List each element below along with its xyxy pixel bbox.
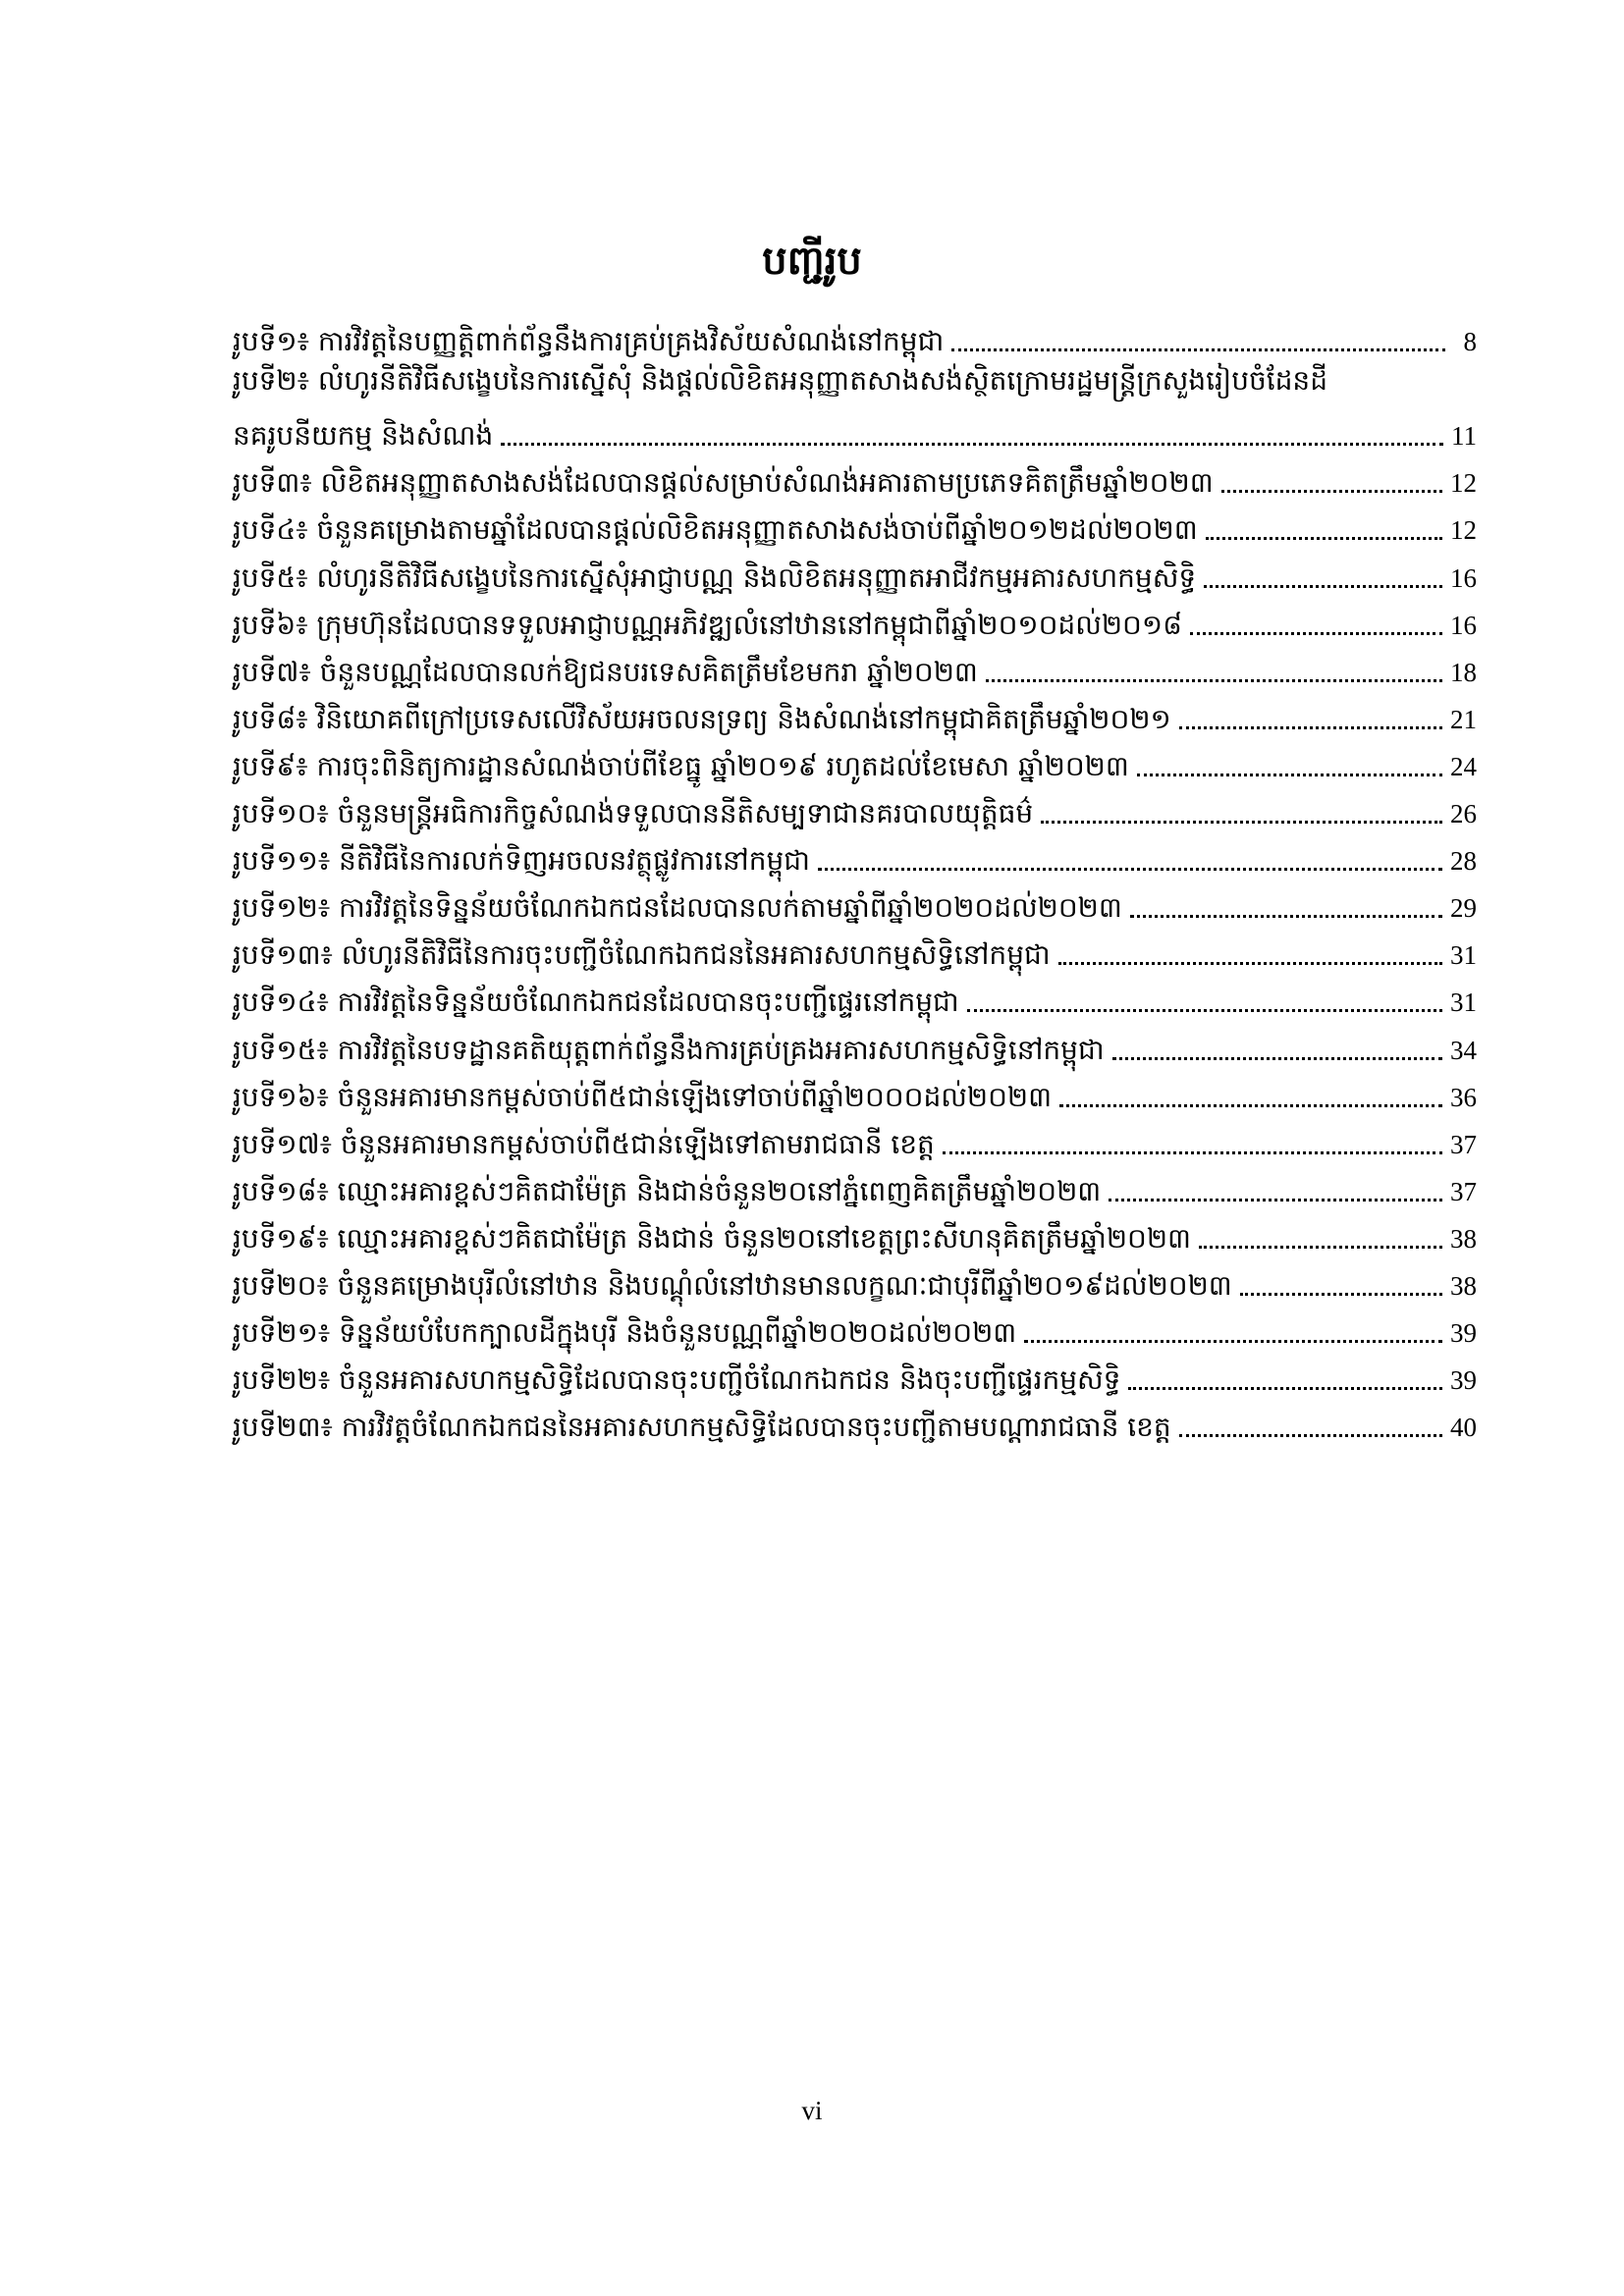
page-number: 26 <box>1450 799 1477 829</box>
figure-title: ចំនួនអគារសហកម្មសិទ្ធិដែលបានចុះបញ្ជីចំណែកឯកជន និងចុះបញ្ជីផ្ទេរកម្មសិទ្ធិ <box>339 1363 1121 1397</box>
figure-entry-text <box>233 935 1051 975</box>
page-number: 8 <box>1463 327 1477 357</box>
figure-label: រូបទី២៖ <box>233 364 309 398</box>
figure-title: ការចុះពិនិត្យការដ្ឋានសំណង់ចាប់ពីខែធ្នូ ឆ្នាំ២០១៩ រហូតដល់ខែមេសា ឆ្នាំ២០២៣ <box>316 749 1129 782</box>
figure-label: រូបទី៨៖ <box>233 702 308 735</box>
toc-entry[interactable] <box>233 1353 1477 1400</box>
figure-entry-text <box>233 747 1129 786</box>
toc-entry[interactable] <box>233 1400 1477 1447</box>
figure-entry-text <box>233 1361 1120 1400</box>
figure-entry-text <box>233 606 1182 645</box>
dot-leader <box>1179 1434 1442 1437</box>
toc-entry[interactable] <box>233 833 1477 881</box>
figure-label: រូបទី៥៖ <box>233 561 308 594</box>
page-number: 16 <box>1450 610 1477 640</box>
figure-label: រូបទី១៥៖ <box>233 1033 329 1066</box>
dot-leader <box>1199 1246 1442 1249</box>
figure-entry-text <box>233 1031 1105 1070</box>
dot-leader <box>1058 962 1442 965</box>
figure-title: ចំនួនអគារមានកម្ពស់ចាប់ពី៥ជាន់ឡើងទៅតាមរាជធានី ខេត្ត <box>340 1127 935 1160</box>
dot-leader <box>943 1151 1442 1154</box>
toc-entry[interactable] <box>233 881 1477 928</box>
page-number: 16 <box>1450 562 1477 593</box>
figure-label: រូបទី២៣៖ <box>233 1411 333 1444</box>
page-number: 36 <box>1450 1082 1477 1112</box>
figure-entry-text <box>233 510 1198 550</box>
figure-label: រូបទី១៨៖ <box>233 1174 329 1207</box>
dot-leader <box>1024 1340 1442 1343</box>
page-number: 29 <box>1450 893 1477 924</box>
dot-leader <box>501 443 1443 446</box>
toc-entry[interactable] <box>233 455 1477 503</box>
page-number: 28 <box>1450 846 1477 877</box>
dot-leader <box>818 868 1442 871</box>
toc-entry[interactable] <box>233 645 1477 692</box>
page-number: 40 <box>1450 1413 1477 1443</box>
figure-label: រូបទី២២៖ <box>233 1363 331 1397</box>
page-number-footer: vi <box>801 2096 823 2125</box>
figure-title: លំហូរនីតិវិធីនៃការចុះបញ្ជីចំណែកឯកជននៃអគារសហកម្មសិទ្ធិនៅកម្ពុជា <box>341 938 1051 972</box>
figure-label: រូបទី៣៖ <box>233 466 312 500</box>
toc-entry[interactable] <box>233 786 1477 833</box>
figure-entry-text <box>233 322 944 361</box>
toc-entry[interactable] <box>233 739 1477 786</box>
toc-entry[interactable] <box>233 314 1477 361</box>
figure-entry-text <box>233 1078 1052 1117</box>
dot-leader <box>1137 774 1442 776</box>
toc-entry[interactable] <box>233 1070 1477 1117</box>
toc-entry[interactable] <box>233 928 1477 975</box>
figure-entry-text <box>233 1172 1101 1211</box>
toc-entry[interactable] <box>233 550 1477 597</box>
page-number: 31 <box>1450 988 1477 1018</box>
figure-entry-text <box>233 559 1196 598</box>
figure-title: លំហូរនីតិវិធីសង្ខេបនៃការស្នើសុំ និងផ្តល់លិខិតអនុញ្ញាតសាងសង់ស្ថិតក្រោមរដ្ឋមន្ត្រីក្រសួងរៀបចំដែនដី <box>317 364 1327 398</box>
figure-entry-text <box>233 983 959 1022</box>
figure-title: វិនិយោគពីក្រៅប្រទេសលើវិស័យអចលនទ្រព្យ និងសំណង់នៅកម្ពុជាគិតត្រឹមឆ្នាំ២០២១ <box>316 702 1171 735</box>
figure-entry-text <box>233 1313 1016 1353</box>
figure-entry-text <box>233 1408 1171 1447</box>
figure-entry-text <box>233 653 978 692</box>
toc-entry[interactable] <box>233 1258 1477 1306</box>
dot-leader <box>1128 1387 1442 1390</box>
figure-title: ចំនួនគម្រោងតាមឆ្នាំដែលបានផ្តល់លិខិតអនុញ្ញាតសាងសង់ចាប់ពីឆ្នាំ២០១២ដល់២០២៣ <box>316 513 1198 547</box>
figure-entry-text <box>233 700 1171 739</box>
figure-title: ការវិវត្តនៃទិន្នន័យចំណែកឯកជនដែលបានចុះបញ្ជីផ្ទេរនៅកម្ពុជា <box>337 986 959 1019</box>
toc-entry[interactable] <box>233 975 1477 1022</box>
figure-label: រូបទី៤៖ <box>233 513 308 547</box>
figure-title: ឈ្មោះអគារខ្ពស់ៗគិតជាម៉ែត្រ និងជាន់ចំនួន២០នៅភ្នំពេញគិតត្រឹមឆ្នាំ២០២៣ <box>337 1174 1102 1207</box>
figure-title: ចំនួនអគារមានកម្ពស់ចាប់ពី៥ជាន់ឡើងទៅចាប់ពីឆ្នាំ២០០០ដល់២០២៣ <box>337 1080 1053 1113</box>
page-number: 12 <box>1450 515 1477 546</box>
dot-leader <box>986 679 1442 682</box>
dot-leader <box>1204 585 1442 588</box>
toc-entry[interactable] <box>233 1306 1477 1353</box>
dot-leader <box>1190 632 1442 635</box>
figure-label: រូបទី៩៖ <box>233 749 308 782</box>
figure-title: ការវិវត្តចំណែកឯកជននៃអគារសហកម្មសិទ្ធិដែលបានចុះបញ្ជីតាមបណ្តារាជធានី ខេត្ត <box>341 1411 1171 1444</box>
figure-title: ឈ្មោះអគារខ្ពស់ៗគិតជាម៉ែត្រ និងជាន់ ចំនួន២០នៅខេត្តព្រះសីហនុគិតត្រឹមឆ្នាំ២០២៣ <box>337 1221 1191 1255</box>
page-number: 38 <box>1450 1270 1477 1301</box>
list-of-figures <box>233 314 1477 1447</box>
toc-entry[interactable] <box>233 1117 1477 1164</box>
figure-entry-text <box>233 463 1214 503</box>
page-number: 37 <box>1450 1176 1477 1206</box>
page-number: 34 <box>1450 1035 1477 1065</box>
dot-leader <box>1240 1293 1442 1296</box>
page-title: បញ្ជីរូប <box>762 238 862 284</box>
figure-title: លំហូរនីតិវិធីសង្ខេបនៃការស្នើសុំអាជ្ញាបណ្ណ និងលិខិតអនុញ្ញាតអាជីវកម្មអគារសហកម្មសិទ្ធិ <box>316 561 1197 594</box>
dot-leader <box>1206 537 1442 540</box>
page-number: 31 <box>1450 940 1477 971</box>
dot-leader <box>1109 1199 1442 1201</box>
figure-entry-text <box>233 1266 1232 1306</box>
toc-entry[interactable] <box>233 1164 1477 1211</box>
dot-leader <box>1179 726 1442 729</box>
page-number: 39 <box>1450 1365 1477 1396</box>
figure-label: រូបទី១១៖ <box>233 844 331 878</box>
toc-entry[interactable] <box>233 598 1477 645</box>
figure-label: រូបទី១៤៖ <box>233 986 329 1019</box>
page-number: 39 <box>1450 1318 1477 1349</box>
figure-label: រូបទី១៧៖ <box>233 1127 332 1160</box>
figure-label: រូបទី១០៖ <box>233 797 329 830</box>
toc-entry[interactable] <box>233 408 1477 455</box>
toc-entry[interactable] <box>233 503 1477 550</box>
figure-label: រូបទី១៩៖ <box>233 1221 329 1255</box>
page-number: 37 <box>1450 1129 1477 1159</box>
figure-title: ទិន្នន័យបំបែកក្បាលដីក្នុងបុរី និងចំនួនបណ្ណពីឆ្នាំ២០២០ដល់២០២៣ <box>339 1316 1017 1350</box>
figure-title: ក្រុមហ៊ុនដែលបានទទួលអាជ្ញាបណ្ណអភិវឌ្ឍលំនៅឋាននៅកម្ពុជាពីឆ្នាំ២០១០ដល់២០១៨ <box>316 608 1182 641</box>
dot-leader <box>967 1009 1442 1012</box>
figure-title: លិខិតអនុញ្ញាតសាងសង់ដែលបានផ្តល់សម្រាប់សំណង់អគារតាមប្រភេទគិតត្រឹមឆ្នាំ២០២៣ <box>320 466 1214 500</box>
figure-title: ការវិវត្តនៃបទដ្ឋានគតិយុត្តពាក់ព័ន្ធនឹងការគ្រប់គ្រងអគារសហកម្មសិទ្ធិនៅកម្ពុជា <box>337 1033 1105 1066</box>
toc-entry[interactable] <box>233 1211 1477 1258</box>
figure-label: រូបទី២០៖ <box>233 1268 329 1302</box>
figure-label: រូបទី១២៖ <box>233 891 331 925</box>
figure-label: រូបទី៧៖ <box>233 655 311 688</box>
dot-leader <box>1059 1104 1442 1107</box>
page-number: 12 <box>1450 468 1477 499</box>
figure-label: រូបទី១៖ <box>233 325 309 358</box>
figure-label: រូបទី២១៖ <box>233 1316 331 1350</box>
toc-entry[interactable] <box>233 1022 1477 1069</box>
toc-entry[interactable] <box>233 692 1477 739</box>
figure-entry-text <box>233 841 810 881</box>
page-number: 38 <box>1450 1223 1477 1254</box>
page-number: 21 <box>1450 704 1477 734</box>
dot-leader <box>1041 821 1442 824</box>
figure-label: រូបទី១៣៖ <box>233 938 333 972</box>
dot-leader <box>951 348 1445 351</box>
dot-leader <box>1130 915 1442 918</box>
figure-title-continued: នគរូបនីយកម្ម និងសំណង់ <box>233 419 494 453</box>
dot-leader <box>1112 1057 1442 1060</box>
page-number: 24 <box>1450 751 1477 781</box>
figure-title: ចំនួនមន្ត្រីអធិការកិច្ចសំណង់ទទួលបាននីតិសម្បទាជានគរបាលយុត្តិធម៌ <box>337 797 1034 830</box>
dot-leader <box>1221 490 1442 493</box>
figure-title: ការវិវត្តនៃទិន្នន័យចំណែកឯកជនដែលបានលក់តាមឆ្នាំពីឆ្នាំ២០២០ដល់២០២៣ <box>339 891 1122 925</box>
figure-label: រូបទី៦៖ <box>233 608 308 641</box>
figure-entry-text <box>233 888 1122 928</box>
figure-entry-text <box>233 1125 935 1164</box>
figure-label: រូបទី១៦៖ <box>233 1080 329 1113</box>
page-number: 18 <box>1450 657 1477 687</box>
figure-title: ការវិវត្តនៃបញ្ញត្តិពាក់ព័ន្ធនឹងការគ្រប់គ្រងវិស័យសំណង់នៅកម្ពុជា <box>317 325 945 358</box>
figure-title: ចំនួនបណ្ណដែលបានលក់ឱ្យជនបរទេសគិតត្រឹមខែមករា ឆ្នាំ២០២៣ <box>319 655 978 688</box>
toc-entry-line <box>233 361 1477 408</box>
figure-title: ចំនួនគម្រោងបុរីលំនៅឋាន និងបណ្តុំលំនៅឋានមានលក្ខណៈជាបុរីពីឆ្នាំ២០១៩ដល់២០២៣ <box>337 1268 1232 1302</box>
figure-entry-text <box>233 794 1033 833</box>
figure-title: នីតិវិធីនៃការលក់ទិញអចលនវត្ថុផ្លូវការនៅកម្ពុជា <box>339 844 810 878</box>
page-number: 11 <box>1451 421 1477 452</box>
figure-entry-text <box>233 1219 1191 1258</box>
